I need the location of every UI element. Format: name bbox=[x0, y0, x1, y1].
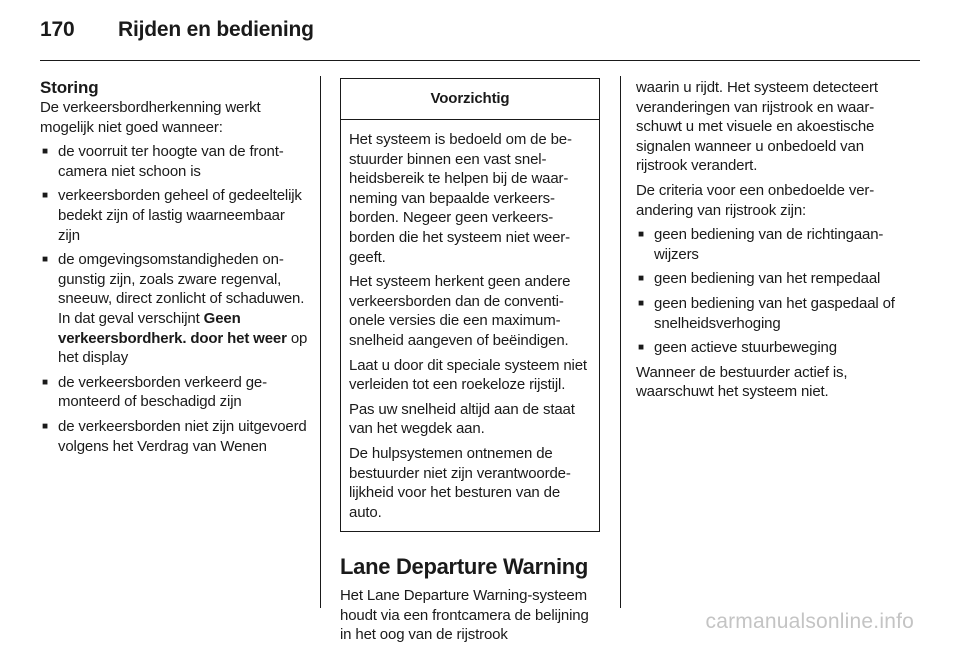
list-item: ■ geen bediening van de richtingaanwijzers bbox=[636, 225, 908, 264]
list-item-tail: op het display bbox=[58, 329, 308, 367]
page-header bbox=[40, 18, 314, 42]
list-item: ■ geen actieve stuurbeweging bbox=[636, 338, 908, 358]
list-item: ■ verkeersborden geheel of gedeeltelijk bedekt zijn of lastig waarneembaar zijn bbox=[40, 186, 308, 245]
section-paragraph: Het Lane Departure Warning-systeem houdt via een frontcamera de belijning in het oog van de rijstrook bbox=[340, 587, 589, 644]
list-item bbox=[40, 250, 308, 368]
caution-paragraph: Het systeem herkent geen andere verkeersborden dan de conventionele versies die een maximumsnelheid aangeven of beëindigen. bbox=[349, 273, 571, 349]
storing-heading: Storing bbox=[40, 78, 99, 97]
caution-title: Voorzichtig bbox=[341, 79, 599, 120]
caution-paragraph: Pas uw snelheid altijd aan de staat van het wegdek aan. bbox=[349, 400, 575, 438]
column-divider-1 bbox=[320, 76, 321, 608]
storing-intro: De verkeersbordherkenning werkt mogelijk niet goed wanneer: bbox=[40, 99, 261, 136]
watermark: carmanualsonline.info bbox=[705, 610, 914, 633]
section-title: Lane Departure Warning bbox=[340, 554, 589, 580]
caution-body bbox=[341, 120, 599, 531]
display-message: Geen verkeersbordherk. door het weer bbox=[58, 309, 287, 347]
column-divider-2 bbox=[620, 76, 621, 608]
caution-box bbox=[340, 78, 600, 532]
column-1 bbox=[40, 78, 308, 461]
list-item: ■ de verkeersborden niet zijn uitgevoerd volgens het Verdrag van Wenen bbox=[40, 417, 308, 456]
ldw-paragraph-1: waarin u rijdt. Het systeem detecteert veranderingen van rijstrook en waarschuwt u met visuele en akoestische signalen wanneer u onbedoeld van rijstrook verandert. bbox=[636, 79, 878, 175]
criteria-list bbox=[636, 225, 908, 358]
caution-paragraph: De hulpsystemen ontnemen de bestuurder niet zijn verantwoordelijkheid voor het besturen van de auto. bbox=[349, 444, 571, 521]
caution-paragraph: Het systeem is bedoeld om de bestuurder binnen een vast snelheidsbereik te helpen bij de waarneming van bepaalde verkeersborden. Negeer geen verkeersborden die het systeem niet weergeeft. bbox=[349, 131, 572, 266]
ldw-paragraph-3: Wanneer de bestuurder actief is, waarschuwt het systeem niet. bbox=[636, 363, 848, 401]
storing-list bbox=[40, 142, 308, 456]
caution-paragraph: Laat u door dit speciale systeem niet verleiden tot een roekeloze rijstijl. bbox=[349, 356, 587, 394]
list-item: ■ geen bediening van het gaspedaal of snelheidsverhoging bbox=[636, 294, 908, 333]
list-item-text: de omgevingsomstandigheden ongunstig zijn, zoals zware regenval, sneeuw, direct zonlicht of schaduwen. In dat geval verschijnt bbox=[58, 251, 305, 327]
column-2 bbox=[340, 78, 600, 650]
page-number: 170 bbox=[40, 18, 75, 41]
page-title: Rijden en bediening bbox=[118, 18, 314, 41]
list-item: ■ de voorruit ter hoogte van de frontcamera niet schoon is bbox=[40, 142, 308, 181]
list-item: ■ geen bediening van het rempedaal bbox=[636, 269, 908, 289]
column-3 bbox=[636, 78, 908, 407]
header-rule bbox=[40, 60, 920, 61]
ldw-paragraph-2: De criteria voor een onbedoelde verandering van rijstrook zijn: bbox=[636, 181, 875, 219]
list-item: ■ de verkeersborden verkeerd gemonteerd of beschadigd zijn bbox=[40, 373, 308, 412]
